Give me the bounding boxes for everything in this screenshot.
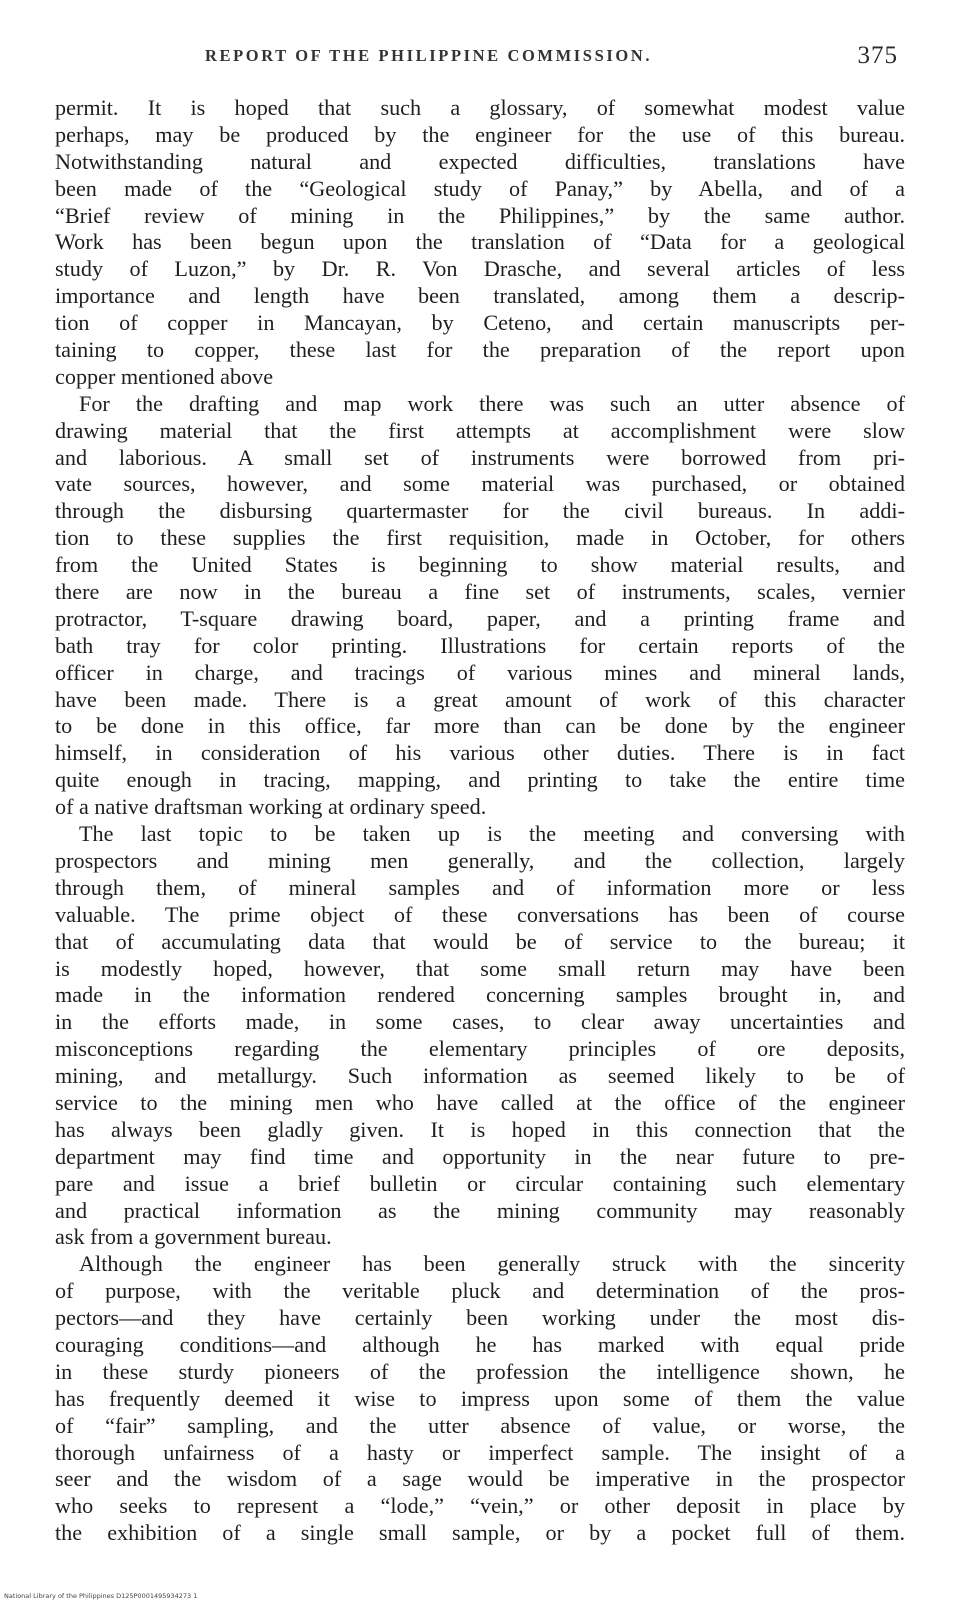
text-line: permit. It is hoped that such a glossary, of somewhat modest value <box>55 95 905 120</box>
text-line: there are now in the bureau a fine set of instruments, scales, vernier <box>55 579 905 605</box>
scan-credit: National Library of the Philippines D125P0001495934273 1 <box>4 1592 198 1600</box>
text-line: have been made. There is a great amount of work of this character <box>55 686 905 712</box>
text-line: tion of copper in Mancayan, by Ceteno, and certain manuscripts per- <box>55 310 905 336</box>
text-line: study of Luzon,” by Dr. R. Von Drasche, and several articles of less <box>55 256 905 282</box>
text-line: and laborious. A small set of instruments were borrowed from pri- <box>55 444 905 470</box>
text-line: and practical information as the mining community may reasonably <box>55 1197 905 1223</box>
running-head <box>60 42 898 72</box>
text-line: in these sturdy pioneers of the profession the intelligence shown, he <box>55 1358 905 1384</box>
text-line: drawing material that the first attempts at accomplishment were slow <box>55 417 905 443</box>
text-line: of purpose, with the veritable pluck and determination of the pros- <box>55 1278 905 1304</box>
text-line: who seeks to represent a “lode,” “vein,” or other deposit in place by <box>55 1493 905 1519</box>
text-line: officer in charge, and tracings of various mines and mineral lands, <box>55 659 905 685</box>
text-line: pare and issue a brief bulletin or circular containing such elementary <box>55 1170 905 1196</box>
text-line: been made of the “Geological study of Panay,” by Abella, and of a <box>55 175 905 201</box>
text-line: misconceptions regarding the elementary principles of ore deposits, <box>55 1036 905 1062</box>
text-line: bath tray for color printing. Illustrations for certain reports of the <box>55 632 905 658</box>
text-line: copper mentioned above <box>55 363 274 389</box>
text-line: to be done in this office, far more than can be done by the engineer <box>55 713 905 739</box>
text-line: Notwithstanding natural and expected difficulties, translations have <box>55 148 905 174</box>
text-line: is modestly hoped, however, that some small return may have been <box>55 955 905 981</box>
text-line: through them, of mineral samples and of information more or less <box>55 874 905 900</box>
text-line: For the drafting and map work there was such an utter absence of <box>79 390 905 416</box>
text-line: in the efforts made, in some cases, to clear away uncertainties and <box>55 1009 905 1035</box>
text-line: quite enough in tracing, mapping, and printing to take the entire time <box>55 767 905 793</box>
text-line: has frequently deemed it wise to impress upon some of them the value <box>55 1385 905 1411</box>
text-line: couraging conditions—and although he has marked with equal pride <box>55 1331 905 1357</box>
text-line: “Brief review of mining in the Philippines,” by the same author. <box>55 202 905 228</box>
text-line: through the disbursing quartermaster for the civil bureaus. In addi- <box>55 498 905 524</box>
running-title: REPORT OF THE PHILIPPINE COMMISSION. <box>205 46 653 65</box>
text-line: made in the information rendered concerning samples brought in, and <box>55 982 905 1008</box>
text-line: mining, and metallurgy. Such information as seemed likely to be of <box>55 1063 905 1089</box>
text-line: perhaps, may be produced by the engineer for the use of this bureau. <box>55 121 905 147</box>
text-line: department may find time and opportunity in the near future to pre- <box>55 1143 905 1169</box>
text-line: protractor, T-square drawing board, paper, and a printing frame and <box>55 605 905 631</box>
text-line: valuable. The prime object of these conversations has been of course <box>55 901 905 927</box>
text-line: thorough unfairness of a hasty or imperfect sample. The insight of a <box>55 1439 905 1465</box>
text-line: seer and the wisdom of a sage would be imperative in the prospector <box>55 1466 905 1492</box>
text-line: himself, in consideration of his various other duties. There is in fact <box>55 740 905 766</box>
text-line: The last topic to be taken up is the meeting and conversing with <box>79 821 905 847</box>
text-line: the exhibition of a single small sample, or by a pocket full of them. <box>55 1520 905 1546</box>
text-line: ask from a government bureau. <box>55 1224 332 1250</box>
text-line: tion to these supplies the first requisition, made in October, for others <box>55 525 905 551</box>
text-line: Work has been begun upon the translation of “Data for a geological <box>55 229 905 255</box>
text-line: pectors—and they have certainly been working under the most dis- <box>55 1305 905 1331</box>
text-line: of a native draftsman working at ordinary speed. <box>55 794 487 820</box>
text-line: vate sources, however, and some material was purchased, or obtained <box>55 471 905 497</box>
text-line: service to the mining men who have called at the office of the engineer <box>55 1089 905 1115</box>
text-line: prospectors and mining men generally, and the collection, largely <box>55 847 905 873</box>
text-line: Although the engineer has been generally struck with the sincerity <box>79 1251 905 1277</box>
text-line: that of accumulating data that would be of service to the bureau; it <box>55 928 905 954</box>
text-line: importance and length have been translated, among them a descrip- <box>55 283 905 309</box>
body-text <box>55 95 905 1547</box>
text-line: from the United States is beginning to show material results, and <box>55 552 905 578</box>
text-line: has always been gladly given. It is hoped in this connection that the <box>55 1116 905 1142</box>
text-line: taining to copper, these last for the preparation of the report upon <box>55 337 905 363</box>
page-number: 375 <box>857 42 898 69</box>
text-line: of “fair” sampling, and the utter absence of value, or worse, the <box>55 1412 905 1438</box>
